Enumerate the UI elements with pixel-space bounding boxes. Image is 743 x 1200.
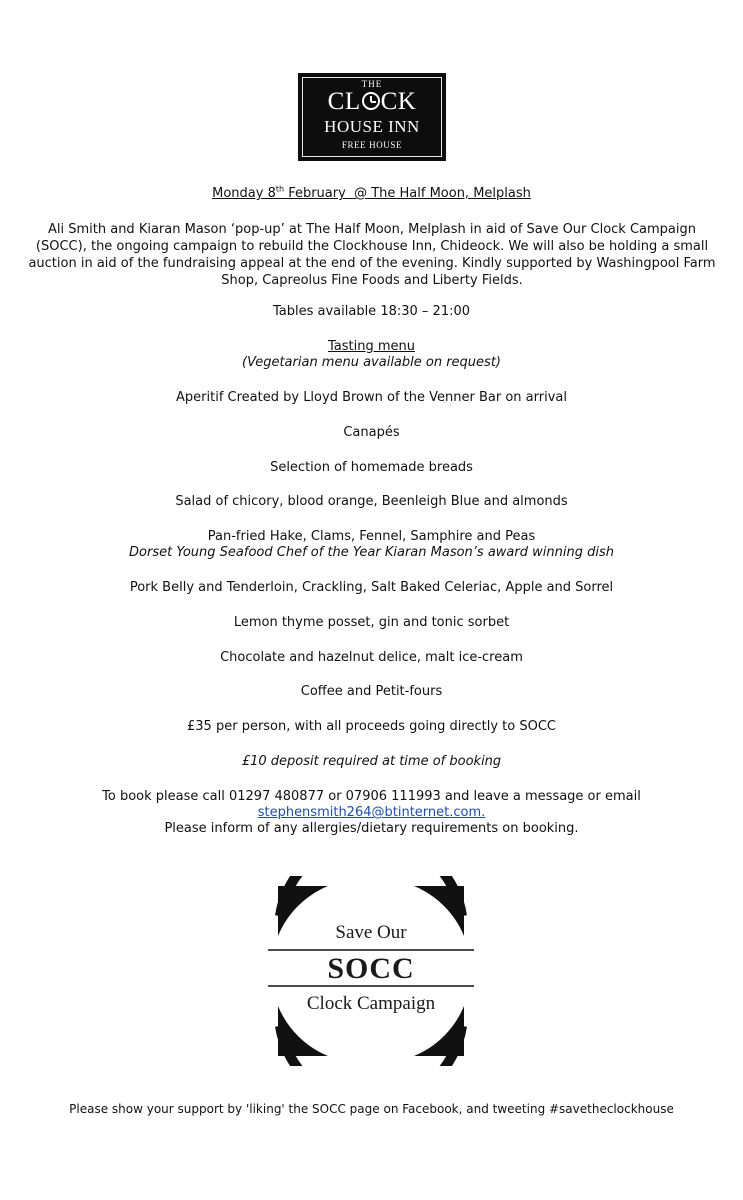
course-coffee: Coffee and Petit-fours	[300, 684, 443, 699]
booking-email-line	[0, 804, 743, 821]
clock-face-icon	[362, 92, 380, 110]
course-salad: Salad of chicory, blood orange, Beenleigh Blue and almonds	[175, 494, 568, 509]
deposit-line: £10 deposit required at time of booking	[241, 754, 502, 769]
socc-clock-campaign: Clock Campaign	[306, 993, 436, 1014]
course-aperitif: Aperitif Created by Lloyd Brown of the Venner Bar on arrival	[176, 390, 567, 405]
course-posset: Lemon thyme posset, gin and tonic sorbet	[233, 615, 510, 630]
event-date-sup: th	[275, 184, 285, 194]
booking-line: To book please call 01297 480877 or 07906 111993 and leave a message or email	[102, 789, 641, 804]
event-date-day: Monday 8	[212, 186, 276, 201]
socc-acronym: SOCC	[327, 952, 415, 985]
tables-available: Tables available 18:30 – 21:00	[272, 304, 471, 319]
allergy-line: Please inform of any allergies/dietary requirements on booking.	[164, 821, 579, 836]
menu-vegetarian-note: (Vegetarian menu available on request)	[242, 355, 501, 370]
footer-support: Please show your support by 'liking' the SOCC page on Facebook, and tweeting #savetheclockhouse	[69, 1102, 674, 1116]
event-date-rest: February @ The Half Moon, Melplash	[284, 186, 531, 201]
booking-email-link[interactable]: stephensmith264@btinternet.com.	[257, 805, 486, 820]
logo-the: THE	[361, 79, 383, 89]
socc-logo	[268, 876, 474, 1066]
logo-clock	[298, 89, 446, 115]
price-line: £35 per person, with all proceeds going directly to SOCC	[187, 719, 556, 734]
socc-save-our: Save Our	[335, 922, 407, 943]
course-hake-note: Dorset Young Seafood Chef of the Year Kiaran Mason’s award winning dish	[129, 545, 614, 560]
event-date	[0, 185, 743, 202]
course-breads: Selection of homemade breads	[270, 460, 473, 475]
logo-clock-pre: CL	[327, 88, 361, 115]
course-pork: Pork Belly and Tenderloin, Crackling, Salt Baked Celeriac, Apple and Sorrel	[129, 580, 614, 595]
logo-house-inn: HOUSE INN	[324, 117, 420, 136]
logo-clock-post: CK	[380, 88, 417, 115]
clock-house-inn-logo	[298, 73, 446, 161]
course-hake: Pan-fried Hake, Clams, Fennel, Samphire and Peas	[207, 529, 536, 544]
menu-title: Tasting menu	[327, 339, 415, 354]
intro-paragraph: Ali Smith and Kiaran Mason ‘pop-up’ at The Half Moon, Melplash in aid of Save Our Clock Campaign (SOCC), the ongoing campaign to rebuild the Clockhouse Inn, Chideock. We will also be holding a small auction in aid of the fundraising appeal at the end of the evening. Kindly supported by Washingpool Farm Shop, Capreolus Fine Foods and Liberty Fields.	[28, 222, 716, 288]
course-canapes: Canapés	[343, 425, 400, 440]
logo-free-house: FREE HOUSE	[341, 140, 403, 150]
course-delice: Chocolate and hazelnut delice, malt ice-cream	[220, 650, 523, 665]
